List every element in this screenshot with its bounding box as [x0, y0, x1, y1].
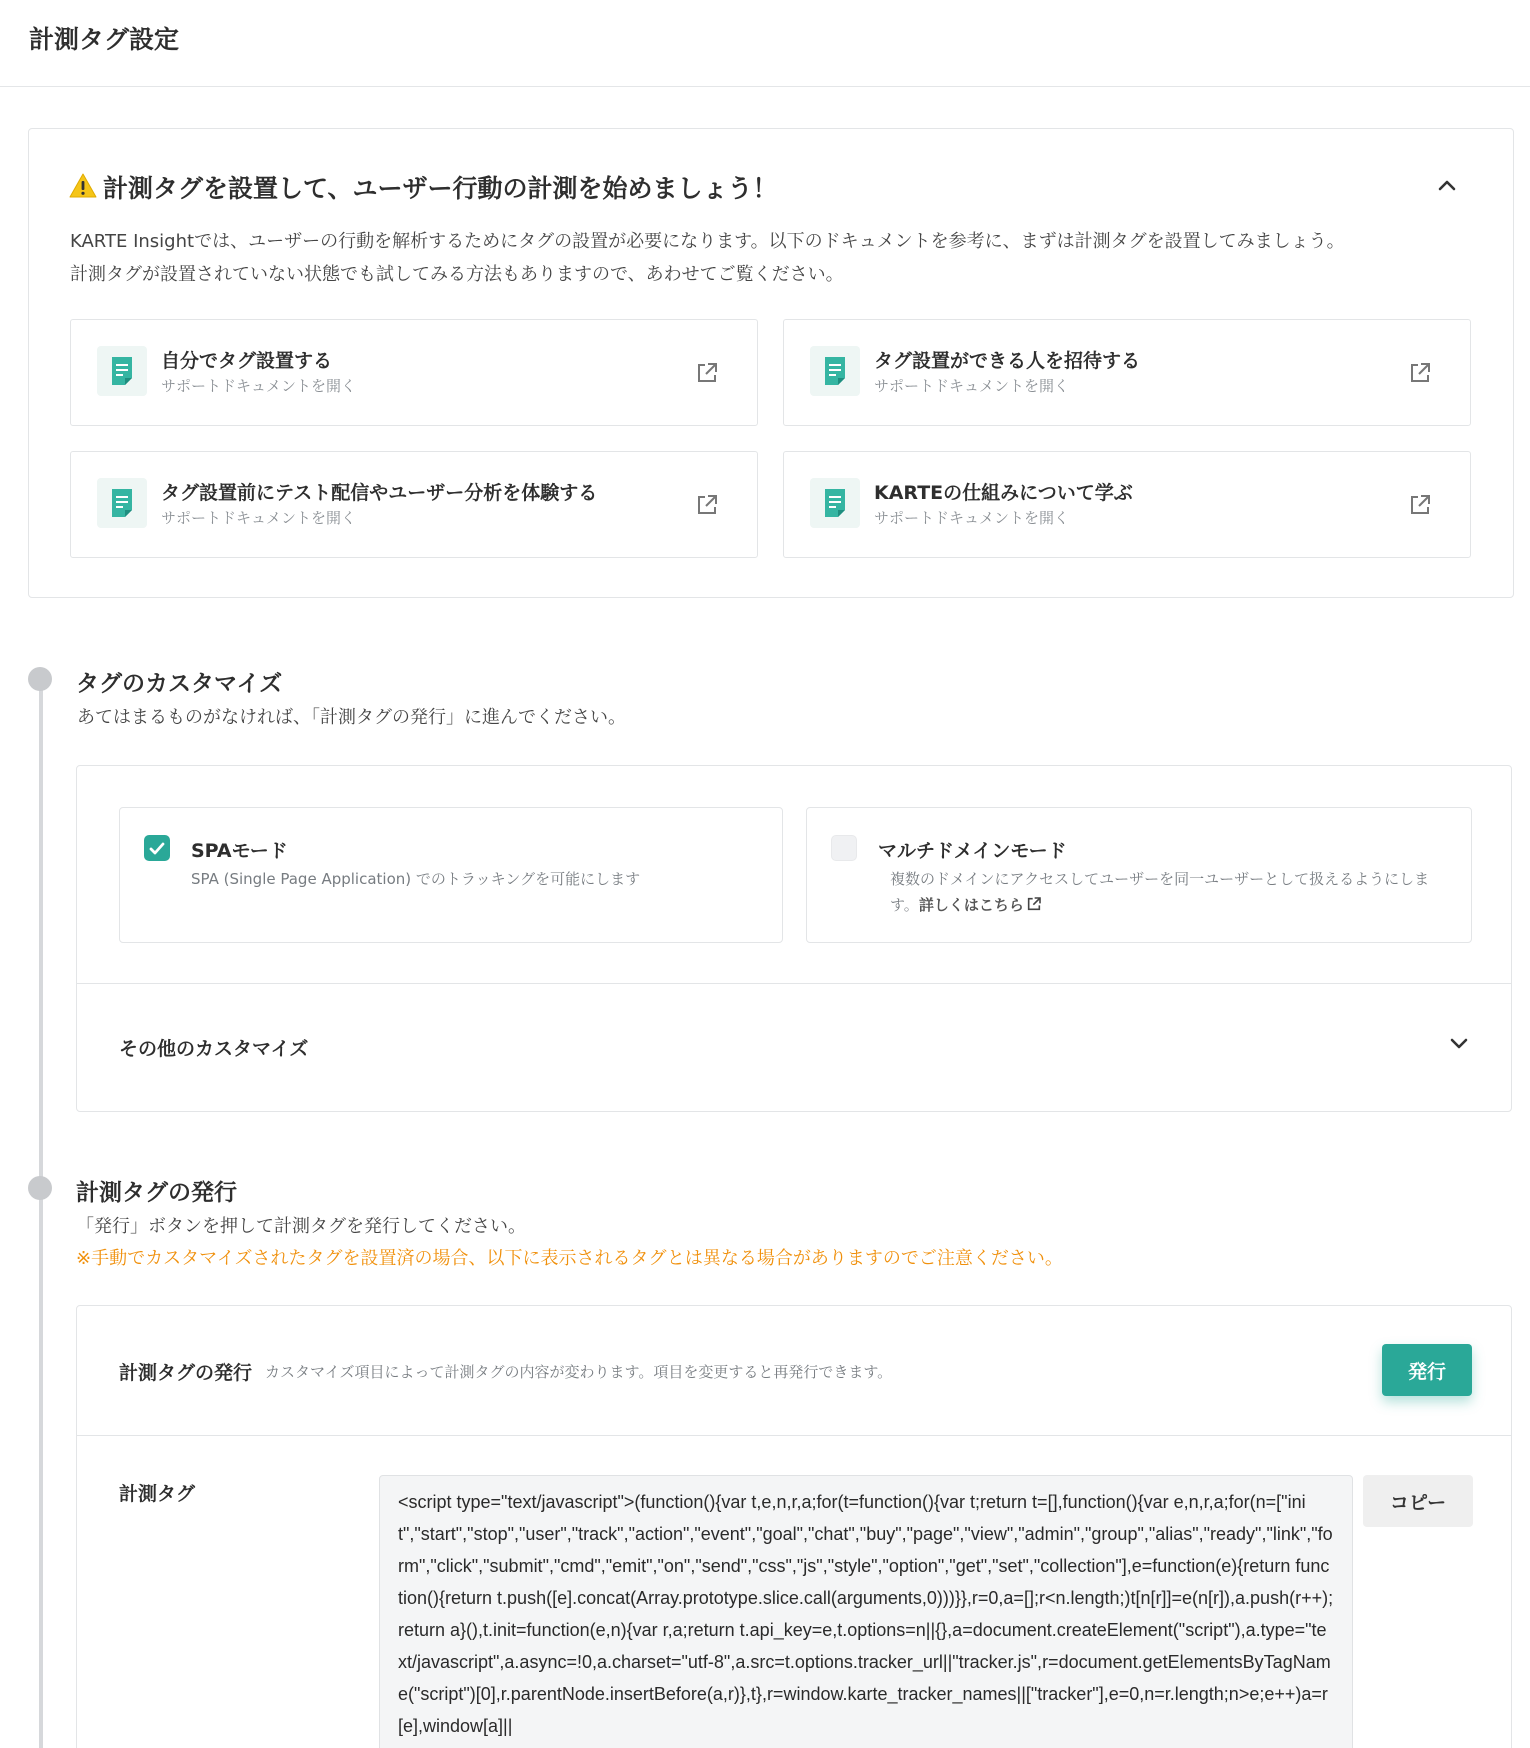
spa-mode-card[interactable]	[119, 807, 783, 943]
external-link-icon	[1408, 493, 1432, 517]
doc-card-learn[interactable]	[783, 451, 1471, 558]
doc-card-title: タグ設置ができる人を招待する	[874, 350, 1141, 372]
doc-card-self-install[interactable]	[70, 319, 758, 426]
document-icon	[810, 478, 860, 528]
check-icon	[149, 842, 165, 855]
tag-label: 計測タグ	[119, 1483, 196, 1505]
document-icon	[810, 346, 860, 396]
doc-card-subtitle: サポートドキュメントを開く	[161, 509, 357, 527]
external-link-icon	[695, 493, 719, 517]
doc-card-invite[interactable]	[783, 319, 1471, 426]
timeline-step-dot	[28, 1176, 52, 1200]
issue-section-title: 計測タグの発行	[76, 1180, 237, 1206]
issue-card-label: 計測タグの発行	[119, 1362, 253, 1384]
external-link-icon	[1408, 361, 1432, 385]
intro-description	[70, 225, 1345, 291]
timeline-line	[39, 680, 43, 1748]
customize-section-desc: あてはまるものがなければ、「計測タグの発行」に進んでください。	[77, 707, 626, 728]
chevron-down-icon	[1449, 1037, 1469, 1051]
doc-card-subtitle: サポートドキュメントを開く	[161, 377, 357, 395]
issue-card-subtitle: カスタマイズ項目によって計測タグの内容が変わります。項目を変更すると再発行できます。	[265, 1363, 893, 1381]
page-title: 計測タグ設定	[29, 25, 180, 54]
spa-mode-desc: SPA (Single Page Application) でのトラッキングを可能にします	[191, 870, 641, 888]
external-link-icon	[695, 361, 719, 385]
details-link[interactable]: 詳しくはこちら	[918, 896, 1024, 914]
multi-domain-title: マルチドメインモード	[878, 840, 1067, 862]
multi-domain-desc-text: 複数のドメインにアクセスしてユーザーを同一ユーザーとして扱えるようにします。	[890, 870, 1430, 914]
doc-card-trial[interactable]	[70, 451, 758, 558]
divider	[77, 1435, 1511, 1436]
issue-section-warning: ※手動でカスタマイズされたタグを設置済の場合、以下に表示されるタグとは異なる場合がありますのでご注意ください。	[76, 1248, 1063, 1269]
doc-card-title: 自分でタグ設置する	[161, 350, 333, 372]
warning-triangle-icon	[69, 173, 97, 199]
chevron-up-icon	[1437, 178, 1457, 192]
doc-card-title: KARTEの仕組みについて学ぶ	[874, 482, 1133, 504]
intro-text-line: 計測タグが設置されていない状態でも試してみる方法もありますので、あわせてご覧ください。	[70, 264, 844, 285]
divider	[77, 983, 1511, 984]
document-icon	[97, 346, 147, 396]
spa-mode-title: SPAモード	[191, 840, 288, 862]
external-link-icon	[1026, 896, 1042, 912]
multi-domain-checkbox[interactable]	[831, 835, 857, 861]
tag-code-box[interactable]: <script type="text/javascript">(function(){var t,e,n,r,a;for(t=function(){var t;return t=[],function(){var e,n,r,a;for(n=["init","start","stop","user","track","action","event","goal","chat","buy","page","view","admin","group","alias","ready","link","form","click","submit","cmd","emit","on","send","css","js","style","option","get","set","collection"],e=function(e){return function(){return t.push([e].concat(Array.prototype.slice.call(arguments,0)))}},r=0,a=[];r<n.length;)t[n[r]]=e(n[r]),a.push(r++);return a}(),t.init=function(e,n){var r,a;return t.api_key=e,t.options=n||{},a=document.createElement("script"),a.type="text/javascript",a.async=!0,a.charset="utf-8",a.src=t.options.tracker_url||"tracker.js",r=document.getElementsByTagName("script")[0],r.parentNode.insertBefore(a,r)},t},r=window.karte_tracker_names||["tracker"],e=0,n=r.length;n>e;e++)a=r[e],window[a]||	[379, 1475, 1353, 1748]
customize-card	[76, 765, 1512, 1112]
other-customize-label[interactable]: その他のカスタマイズ	[119, 1038, 309, 1060]
doc-card-title: タグ設置前にテスト配信やユーザー分析を体験する	[161, 482, 598, 504]
intro-card	[28, 128, 1514, 598]
expand-button[interactable]	[1439, 1024, 1479, 1064]
issue-button[interactable]: 発行	[1382, 1344, 1472, 1396]
issue-section-desc: 「発行」ボタンを押して計測タグを発行してください。	[76, 1216, 526, 1237]
doc-card-subtitle: サポートドキュメントを開く	[874, 509, 1070, 527]
collapse-button[interactable]	[1427, 165, 1467, 205]
intro-text-line: KARTE Insightでは、ユーザーの行動を解析するためにタグの設置が必要になります。以下のドキュメントを参考に、まずは計測タグを設置してみましょう。	[70, 231, 1345, 252]
customize-section-title: タグのカスタマイズ	[76, 671, 283, 697]
copy-button[interactable]: コピー	[1363, 1475, 1473, 1527]
top-bar	[0, 0, 1530, 87]
doc-card-subtitle: サポートドキュメントを開く	[874, 377, 1070, 395]
intro-heading: 計測タグを設置して、ユーザー行動の計測を始めましょう！	[103, 174, 778, 203]
spa-mode-checkbox[interactable]	[144, 835, 170, 861]
document-icon	[97, 478, 147, 528]
multi-domain-desc	[878, 866, 1444, 918]
timeline-step-dot	[28, 667, 52, 691]
issue-card	[76, 1305, 1512, 1748]
multi-domain-mode-card[interactable]	[806, 807, 1472, 943]
